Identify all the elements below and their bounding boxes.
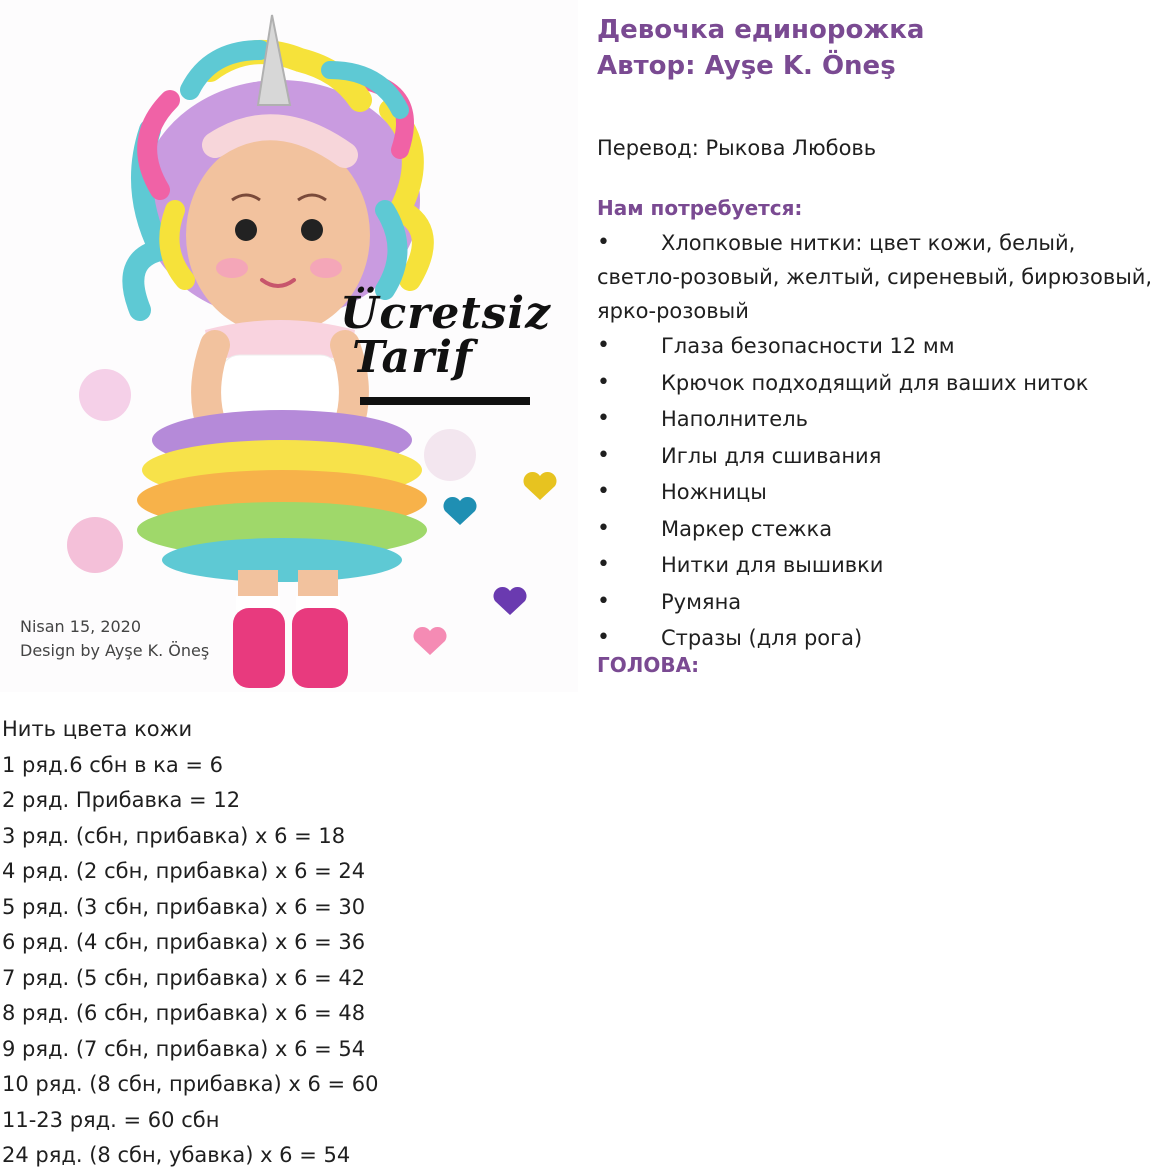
material-item: • Ножницы xyxy=(597,474,1157,511)
material-item: • Нитки для вышивки xyxy=(597,547,1157,584)
material-item: • Глаза безопасности 12 мм xyxy=(597,328,1157,365)
materials-heading: Нам потребуется: xyxy=(597,196,803,220)
pattern-row: 5 ряд. (3 сбн, прибавка) х 6 = 30 xyxy=(2,894,366,919)
material-item: • Иглы для сшивания xyxy=(597,438,1157,475)
pattern-row: 11-23 ряд. = 60 сбн xyxy=(2,1107,220,1132)
info-column xyxy=(597,12,1157,679)
photo-credit: Design by Ayşe K. Öneş xyxy=(20,641,210,660)
material-item: • Крючок подходящий для ваших ниток xyxy=(597,365,1157,402)
photo-date: Nisan 15, 2020 xyxy=(20,617,142,636)
material-item: • Румяна xyxy=(597,584,1157,621)
pattern-row: 3 ряд. (сбн, прибавка) х 6 = 18 xyxy=(2,823,346,848)
material-item: • Наполнитель xyxy=(597,401,1157,438)
pattern-author: Автор: Ayşe K. Öneş xyxy=(597,51,896,81)
pattern-row: 24 ряд. (8 сбн, убавка) х 6 = 54 xyxy=(2,1143,351,1167)
watermark-line-1: Ücretsiz xyxy=(340,288,552,339)
watermark-line-2: Tarif xyxy=(352,332,473,383)
pattern-row: 9 ряд. (7 сбн, прибавка) х 6 = 54 xyxy=(2,1036,366,1061)
doll-photo xyxy=(0,0,578,692)
material-item: • Маркер стежка xyxy=(597,511,1157,548)
pattern-row: 2 ряд. Прибавка = 12 xyxy=(2,788,241,812)
material-item: • Стразы (для рога) xyxy=(597,620,1157,657)
head-pattern xyxy=(2,712,562,1174)
pattern-row: 10 ряд. (8 сбн, прибавка) х 6 = 60 xyxy=(2,1072,379,1096)
yarn-color-line: Нить цвета кожи xyxy=(2,717,193,741)
pattern-row: 8 ряд. (6 сбн, прибавка) х 6 = 48 xyxy=(2,1001,366,1025)
pattern-row: 4 ряд. (2 сбн, прибавка) х 6 = 24 xyxy=(2,859,366,883)
pattern-row: 6 ряд. (4 сбн, прибавка) х 6 = 36 xyxy=(2,930,366,954)
watermark-underline xyxy=(360,397,530,405)
materials-list xyxy=(597,226,1157,657)
photo-caption xyxy=(20,615,209,663)
material-item: • Хлопковые нитки: цвет кожи, белый, светло-розовый, желтый, сиреневый, бирюзовый, ярко-розовый xyxy=(597,226,1157,328)
pattern-row: 7 ряд. (5 сбн, прибавка) х 6 = 42 xyxy=(2,965,366,990)
translator-line: Перевод: Рыкова Любовь xyxy=(597,136,877,160)
free-pattern-watermark xyxy=(340,288,552,383)
head-heading: ГОЛОВА: xyxy=(597,652,700,677)
pattern-title: Девочка единорожка xyxy=(597,15,925,45)
pattern-row: 1 ряд.6 сбн в ка = 6 xyxy=(2,752,224,777)
